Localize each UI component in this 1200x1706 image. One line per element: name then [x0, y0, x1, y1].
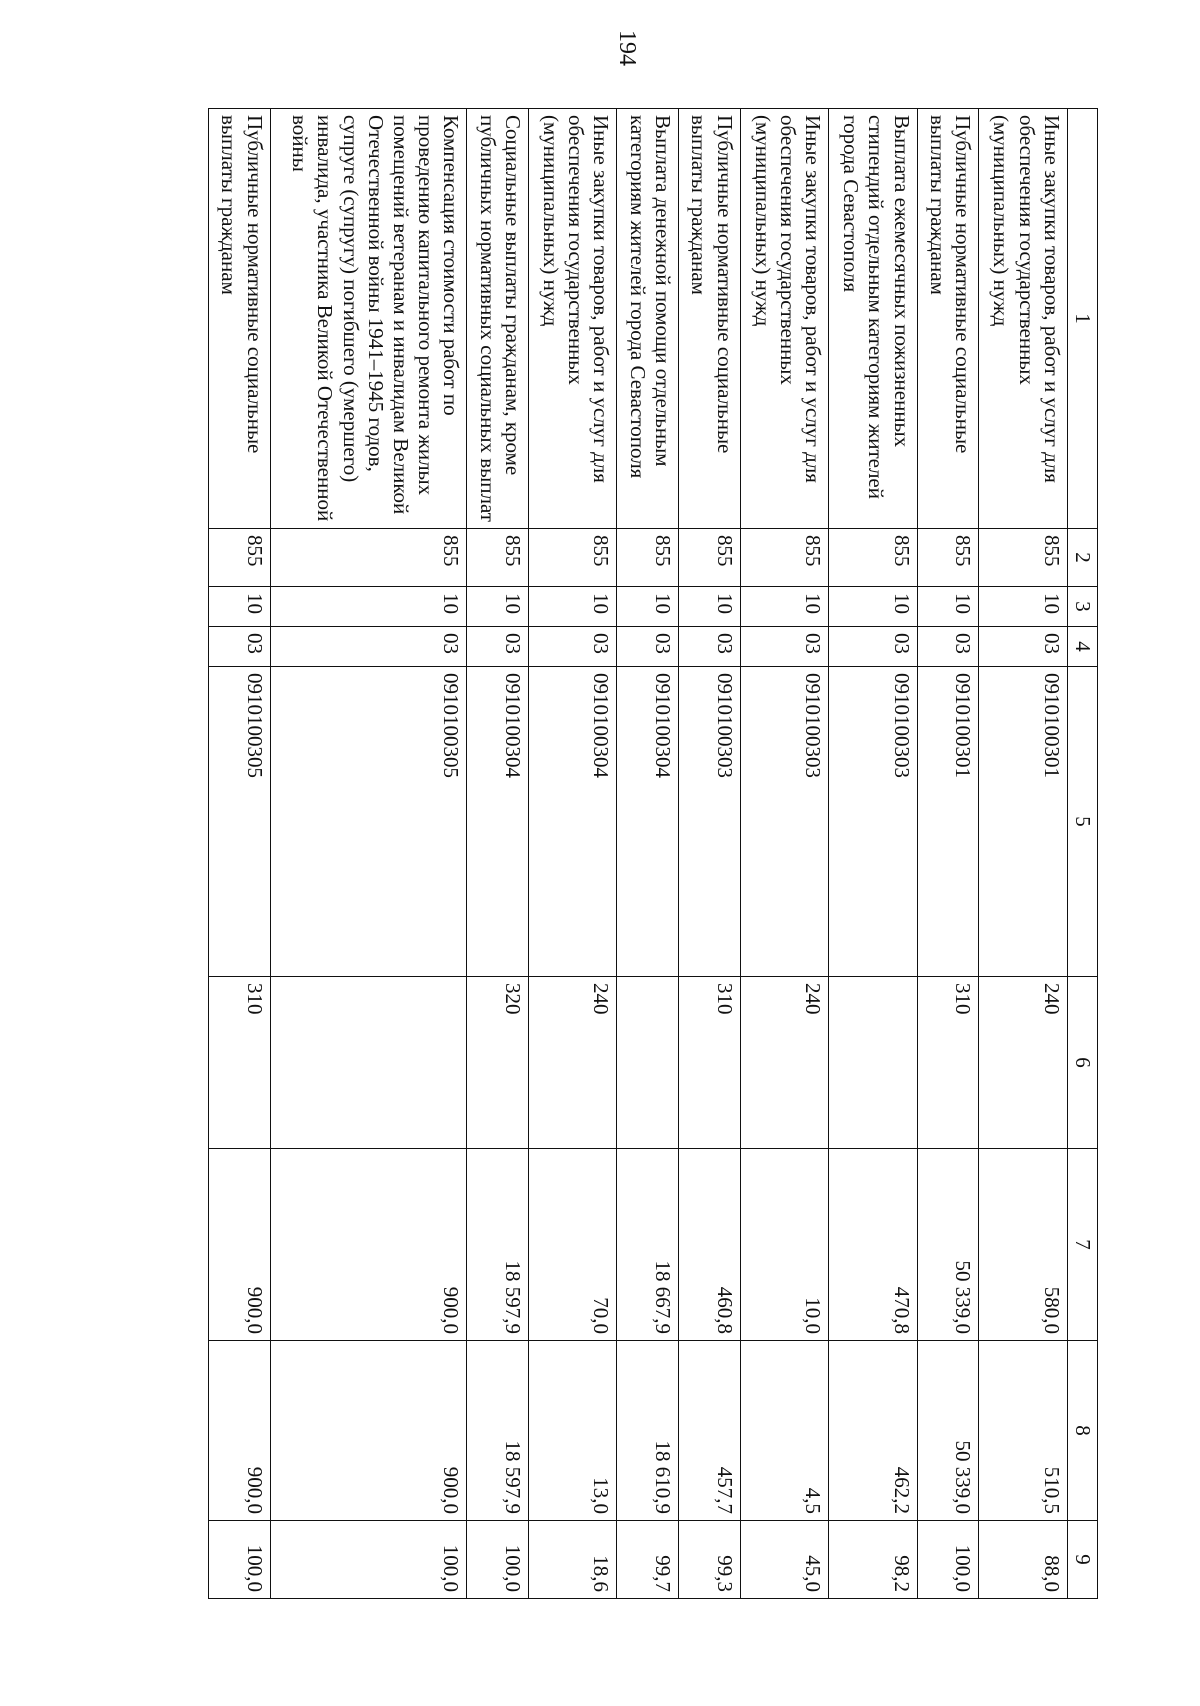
cell-expense-type: 240 [528, 977, 617, 1149]
cell-actual: 900,0 [270, 1341, 467, 1521]
cell-admin-code: 855 [979, 529, 1068, 587]
cell-actual: 457,7 [678, 1341, 740, 1521]
row-name: Социальные выплаты гражданам, кроме публичных нормативных социальных выплат [467, 109, 529, 529]
row-name: Публичные нормативные социальные выплаты гражданам [678, 109, 740, 529]
cell-section: 10 [528, 587, 617, 627]
cell-target-code: 0910100304 [617, 667, 679, 977]
cell-expense-type: 320 [467, 977, 529, 1149]
cell-planned: 70,0 [528, 1149, 617, 1341]
cell-actual: 50 339,0 [917, 1341, 979, 1521]
cell-target-code: 0910100301 [979, 667, 1068, 977]
cell-planned: 18 597,9 [467, 1149, 529, 1341]
table-header-row [1067, 109, 1097, 1599]
column-header: 5 [1067, 667, 1097, 977]
table-row [829, 109, 918, 1599]
cell-section: 10 [467, 587, 529, 627]
cell-target-code: 0910100304 [467, 667, 529, 977]
cell-section: 10 [740, 587, 829, 627]
cell-admin-code: 855 [467, 529, 529, 587]
cell-subsection: 03 [209, 627, 271, 667]
cell-planned: 900,0 [209, 1149, 271, 1341]
cell-percent: 100,0 [467, 1521, 529, 1599]
cell-percent: 100,0 [270, 1521, 467, 1599]
table-row [270, 109, 467, 1599]
cell-admin-code: 855 [917, 529, 979, 587]
row-name: Иные закупки товаров, работ и услуг для обеспечения государственных (муниципальных) нужд [740, 109, 829, 529]
cell-planned: 580,0 [979, 1149, 1068, 1341]
table-row [617, 109, 679, 1599]
row-name: Выплата денежной помощи отдельным категориям жителей города Севастополя [617, 109, 679, 529]
cell-percent: 100,0 [917, 1521, 979, 1599]
cell-target-code: 0910100303 [829, 667, 918, 977]
table-row [917, 109, 979, 1599]
cell-subsection: 03 [617, 627, 679, 667]
cell-admin-code: 855 [678, 529, 740, 587]
cell-target-code: 0910100305 [270, 667, 467, 977]
cell-subsection: 03 [528, 627, 617, 667]
cell-section: 10 [979, 587, 1068, 627]
cell-section: 10 [209, 587, 271, 627]
column-header: 7 [1067, 1149, 1097, 1341]
cell-percent: 18,6 [528, 1521, 617, 1599]
cell-actual: 510,5 [979, 1341, 1068, 1521]
cell-expense-type: 310 [209, 977, 271, 1149]
cell-expense-type: 240 [979, 977, 1068, 1149]
cell-expense-type [829, 977, 918, 1149]
column-header: 6 [1067, 977, 1097, 1149]
cell-percent: 99,7 [617, 1521, 679, 1599]
cell-expense-type: 310 [678, 977, 740, 1149]
row-name: Иные закупки товаров, работ и услуг для обеспечения государственных (муниципальных) нужд [979, 109, 1068, 529]
row-name: Компенсация стоимости работ по проведению капитального ремонта жилых помещений ветеранам и инвалидам Великой Отечественной войны 1941–1945 годов, супруге (супругу) погибшего (умершего) инвалида, участника Великой Отечественной войны [270, 109, 467, 529]
cell-target-code: 0910100303 [740, 667, 829, 977]
cell-target-code: 0910100301 [917, 667, 979, 977]
column-header: 8 [1067, 1341, 1097, 1521]
row-name: Публичные нормативные социальные выплаты гражданам [209, 109, 271, 529]
column-header: 1 [1067, 109, 1097, 529]
cell-section: 10 [829, 587, 918, 627]
cell-admin-code: 855 [270, 529, 467, 587]
budget-table [208, 108, 1098, 1599]
column-header: 9 [1067, 1521, 1097, 1599]
cell-planned: 900,0 [270, 1149, 467, 1341]
cell-section: 10 [678, 587, 740, 627]
row-name: Публичные нормативные социальные выплаты гражданам [917, 109, 979, 529]
cell-actual: 900,0 [209, 1341, 271, 1521]
cell-subsection: 03 [467, 627, 529, 667]
cell-planned: 470,8 [829, 1149, 918, 1341]
cell-percent: 99,3 [678, 1521, 740, 1599]
cell-section: 10 [917, 587, 979, 627]
cell-subsection: 03 [979, 627, 1068, 667]
cell-admin-code: 855 [829, 529, 918, 587]
cell-target-code: 0910100303 [678, 667, 740, 977]
table-row [979, 109, 1068, 1599]
cell-percent: 88,0 [979, 1521, 1068, 1599]
cell-subsection: 03 [917, 627, 979, 667]
cell-admin-code: 855 [740, 529, 829, 587]
cell-admin-code: 855 [528, 529, 617, 587]
cell-actual: 13,0 [528, 1341, 617, 1521]
cell-section: 10 [617, 587, 679, 627]
cell-percent: 45,0 [740, 1521, 829, 1599]
table-row [740, 109, 829, 1599]
cell-expense-type [270, 977, 467, 1149]
cell-planned: 460,8 [678, 1149, 740, 1341]
cell-subsection: 03 [829, 627, 918, 667]
table-row [528, 109, 617, 1599]
cell-expense-type: 240 [740, 977, 829, 1149]
cell-actual: 18 597,9 [467, 1341, 529, 1521]
table-row [467, 109, 529, 1599]
cell-target-code: 0910100305 [209, 667, 271, 977]
column-header: 2 [1067, 529, 1097, 587]
cell-actual: 18 610,9 [617, 1341, 679, 1521]
cell-planned: 18 667,9 [617, 1149, 679, 1341]
cell-expense-type: 310 [917, 977, 979, 1149]
column-header: 4 [1067, 627, 1097, 667]
cell-target-code: 0910100304 [528, 667, 617, 977]
cell-section: 10 [270, 587, 467, 627]
table-row [678, 109, 740, 1599]
table-row [209, 109, 271, 1599]
cell-actual: 4,5 [740, 1341, 829, 1521]
cell-subsection: 03 [270, 627, 467, 667]
cell-planned: 10,0 [740, 1149, 829, 1341]
cell-subsection: 03 [740, 627, 829, 667]
row-name: Иные закупки товаров, работ и услуг для обеспечения государственных (муниципальных) нужд [528, 109, 617, 529]
budget-table-container [208, 108, 1098, 1598]
cell-subsection: 03 [678, 627, 740, 667]
cell-planned: 50 339,0 [917, 1149, 979, 1341]
column-header: 3 [1067, 587, 1097, 627]
cell-admin-code: 855 [617, 529, 679, 587]
cell-expense-type [617, 977, 679, 1149]
cell-actual: 462,2 [829, 1341, 918, 1521]
page-number: 194 [614, 30, 640, 66]
row-name: Выплата ежемесячных пожизненных стипендий отдельным категориям жителей города Севастополя [829, 109, 918, 529]
cell-percent: 100,0 [209, 1521, 271, 1599]
cell-admin-code: 855 [209, 529, 271, 587]
cell-percent: 98,2 [829, 1521, 918, 1599]
